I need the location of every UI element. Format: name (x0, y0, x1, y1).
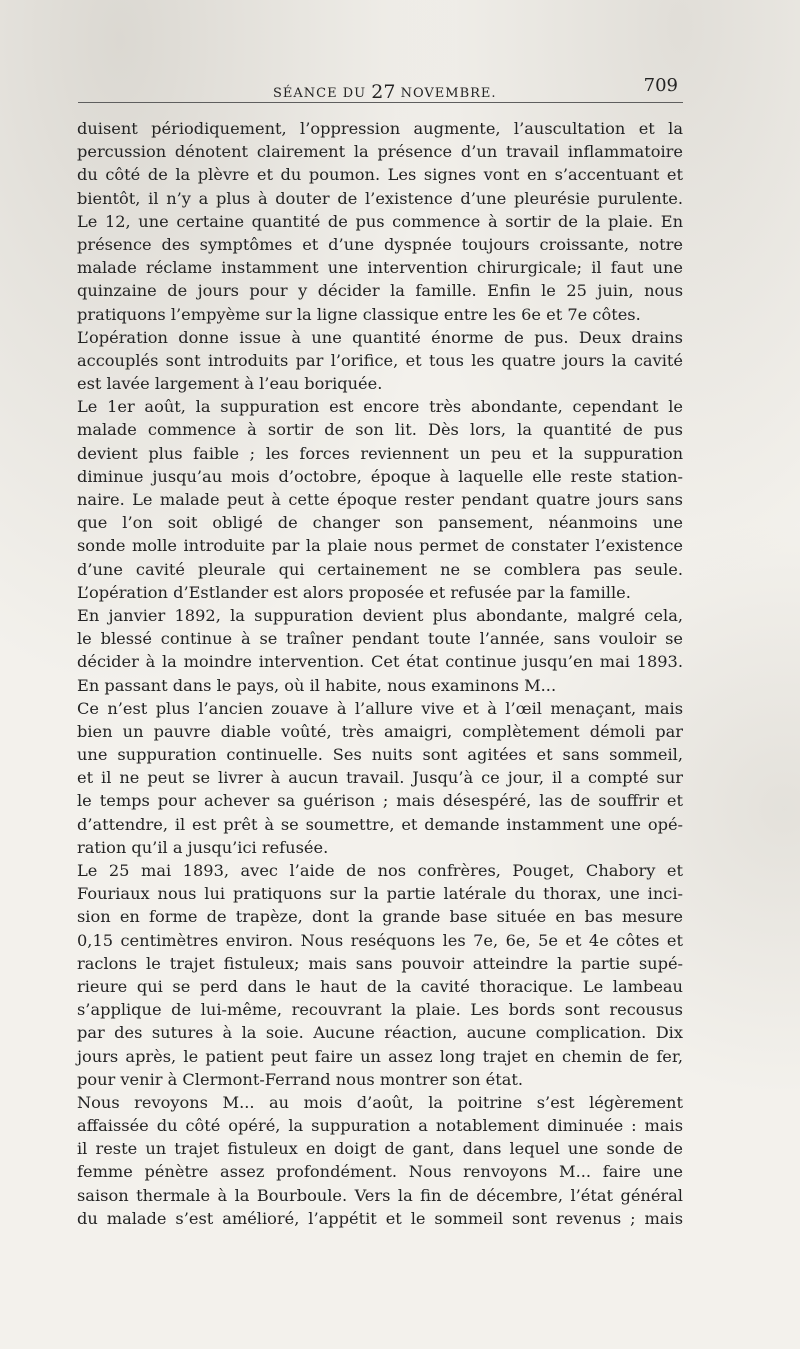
text-line: Ce n’est plus l’ancien zouave à l’allure vive et à l’œil menaçant, mais (77, 698, 683, 718)
text-line: En janvier 1892, la suppuration devient plus abondante, malgré cela, (77, 605, 683, 625)
text-line: accouplés sont introduits par l’orifice, et tous les quatre jours la cavité (77, 350, 683, 370)
text-line: duisent périodiquement, l’oppression augmente, l’auscultation et la (77, 119, 683, 138)
text-line: du côté de la plèvre et du poumon. Les signes vont en s’accentuant et (77, 165, 683, 185)
body-text (77, 117, 683, 1230)
text-line: d’une cavité pleurale qui certainement ne se comblera pas seule. (77, 559, 683, 579)
text-line: sion en forme de trapèze, dont la grande base située en bas mesure (77, 907, 683, 927)
text-line: Le 12, une certaine quantité de pus commence à sortir de la plaie. En (77, 211, 683, 231)
text-line: raclons le trajet fistuleux; mais sans pouvoir atteindre la partie supé- (77, 953, 683, 973)
text-line: 0,15 centimètres environ. Nous reséquons les 7e, 6e, 5e et 4e côtes et (77, 930, 683, 950)
text-line: Fouriaux nous lui pratiquons sur la partie latérale du thorax, une inci- (77, 884, 683, 904)
running-header (78, 72, 682, 102)
text-line: quinzaine de jours pour y décider la famille. Enfin le 25 juin, nous (77, 281, 683, 301)
text-line: décider à la moindre intervention. Cet état continue jusqu’en mai 1893. (77, 652, 683, 672)
text-line: d’attendre, il est prêt à se soumettre, et demande instamment une opé- (77, 814, 683, 834)
text-line: sonde molle introduite par la plaie nous permet de constater l’existence (77, 536, 683, 556)
text-line: devient plus faible ; les forces reviennent un peu et la suppuration (77, 443, 683, 463)
text-line: jours après, le patient peut faire un assez long trajet en chemin de fer, (77, 1046, 683, 1066)
text-line: présence des symptômes et d’une dyspnée toujours croissante, notre (77, 234, 683, 254)
text-line: saison thermale à la Bourboule. Vers la fin de décembre, l’état général (77, 1185, 683, 1205)
text-line: pratiquons l’empyème sur la ligne classique entre les 6e et 7e côtes. (77, 304, 641, 324)
text-line: il reste un trajet fistuleux en doigt de gant, dans lequel une sonde de (77, 1139, 683, 1159)
text-line: que l’on soit obligé de changer son pansement, néanmoins une (77, 513, 683, 533)
text-line: L’opération donne issue à une quantité énorme de pus. Deux drains (77, 327, 683, 347)
text-line: L’opération d’Estlander est alors proposée et refusée par la famille. (77, 582, 631, 602)
text-line: le blessé continue à se traîner pendant toute l’année, sans vouloir se (77, 629, 683, 649)
running-title-suffix: NOVEMBRE. (395, 86, 497, 101)
text-line: bientôt, il n’y a plus à douter de l’existence d’une pleurésie purulente. (77, 188, 683, 208)
text-line: affaissée du côté opéré, la suppuration a notablement diminuée : mais (77, 1116, 683, 1136)
header-rule (78, 102, 683, 103)
running-title-date: 27 (371, 81, 396, 103)
text-line: Le 25 mai 1893, avec l’aide de nos confrères, Pouget, Chabory et (77, 861, 683, 880)
text-line: est lavée largement à l’eau boriquée. (77, 374, 383, 394)
text-line: En passant dans le pays, où il habite, nous examinons M... (77, 675, 557, 695)
page-number: 709 (643, 75, 678, 96)
text-line: par des sutures à la soie. Aucune réaction, aucune complication. Dix (77, 1023, 683, 1043)
text-line: rieure qui se perd dans le haut de la cavité thoracique. Le lambeau (77, 976, 683, 996)
text-line: et il ne peut se livrer à aucun travail. Jusqu’à ce jour, il a compté sur (77, 768, 683, 788)
text-line: bien un pauvre diable voûté, très amaigri, complètement démoli par (77, 721, 683, 741)
text-line: diminue jusqu’au mois d’octobre, époque à laquelle elle reste station- (77, 466, 683, 486)
text-line: femme pénètre assez profondément. Nous renvoyons M... faire une (77, 1162, 683, 1182)
text-line: du malade s’est amélioré, l’appétit et le sommeil sont revenus ; mais (77, 1208, 683, 1228)
text-line: malade commence à sortir de son lit. Dès lors, la quantité de pus (77, 420, 683, 440)
text-line: malade réclame instamment une intervention chirurgicale; il faut une (77, 258, 683, 278)
text-line: Nous revoyons M... au mois d’août, la poitrine s’est légèrement (77, 1092, 683, 1112)
running-title-prefix: SÉANCE DU (273, 86, 372, 101)
text-line: naire. Le malade peut à cette époque rester pendant quatre jours sans (77, 490, 683, 509)
text-line: une suppuration continuelle. Ses nuits sont agitées et sans sommeil, (77, 745, 683, 765)
running-title (273, 80, 497, 102)
text-line: pour venir à Clermont-Ferrand nous montrer son état. (77, 1069, 524, 1089)
text-line: ration qu’il a jusqu’ici refusée. (77, 837, 329, 857)
text-line: s’applique de lui-même, recouvrant la plaie. Les bords sont recousus (77, 1000, 683, 1020)
text-line: le temps pour achever sa guérison ; mais désespéré, las de souffrir et (77, 791, 683, 811)
text-line: percussion dénotent clairement la présence d’un travail inflammatoire (77, 142, 683, 162)
text-line: Le 1er août, la suppuration est encore très abondante, cependant le (77, 397, 683, 417)
